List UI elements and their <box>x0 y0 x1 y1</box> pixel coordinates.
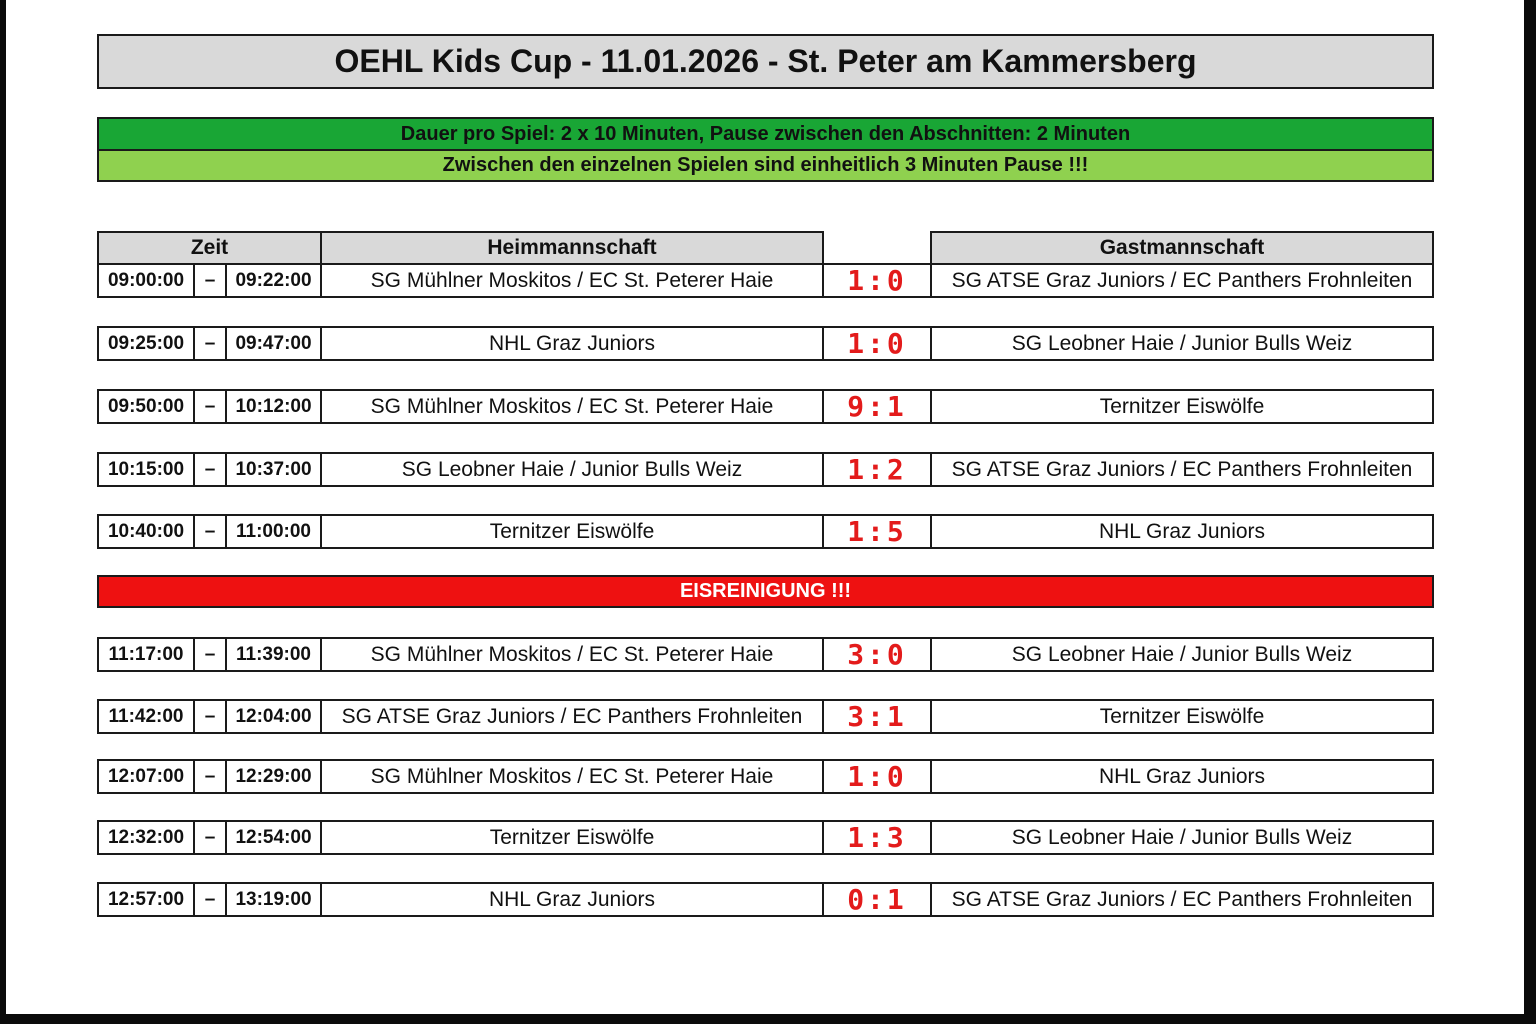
game-score: 1:0 <box>822 326 932 361</box>
page-title: OEHL Kids Cup - 11.01.2026 - St. Peter am Kammersberg <box>97 34 1434 89</box>
game-score: 1:2 <box>822 452 932 487</box>
time-separator: – <box>193 389 227 424</box>
start-time: 10:15:00 <box>97 452 195 487</box>
start-time: 09:50:00 <box>97 389 195 424</box>
home-team: SG Mühlner Moskitos / EC St. Peterer Haie <box>320 263 824 298</box>
away-team: Ternitzer Eiswölfe <box>930 389 1434 424</box>
home-team: SG Mühlner Moskitos / EC St. Peterer Haie <box>320 637 824 672</box>
pause-info: Zwischen den einzelnen Spielen sind einheitlich 3 Minuten Pause !!! <box>97 149 1434 182</box>
away-team: NHL Graz Juniors <box>930 514 1434 549</box>
game-score: 3:1 <box>822 699 932 734</box>
home-team: Ternitzer Eiswölfe <box>320 514 824 549</box>
time-separator: – <box>193 699 227 734</box>
away-team: SG Leobner Haie / Junior Bulls Weiz <box>930 637 1434 672</box>
end-time: 13:19:00 <box>225 882 322 917</box>
home-team: Ternitzer Eiswölfe <box>320 820 824 855</box>
time-separator: – <box>193 759 227 794</box>
header-home-team: Heimmannschaft <box>320 231 824 265</box>
time-separator: – <box>193 820 227 855</box>
game-score: 1:5 <box>822 514 932 549</box>
home-team: SG Mühlner Moskitos / EC St. Peterer Haie <box>320 759 824 794</box>
end-time: 11:39:00 <box>225 637 322 672</box>
start-time: 10:40:00 <box>97 514 195 549</box>
away-team: SG ATSE Graz Juniors / EC Panthers Frohnleiten <box>930 263 1434 298</box>
home-team: SG Leobner Haie / Junior Bulls Weiz <box>320 452 824 487</box>
end-time: 12:29:00 <box>225 759 322 794</box>
game-score: 1:0 <box>822 263 932 298</box>
away-team: Ternitzer Eiswölfe <box>930 699 1434 734</box>
end-time: 12:54:00 <box>225 820 322 855</box>
end-time: 09:22:00 <box>225 263 322 298</box>
start-time: 12:07:00 <box>97 759 195 794</box>
header-time: Zeit <box>97 231 322 265</box>
away-team: SG ATSE Graz Juniors / EC Panthers Frohnleiten <box>930 452 1434 487</box>
ice-cleaning-banner: EISREINIGUNG !!! <box>97 575 1434 608</box>
time-separator: – <box>193 637 227 672</box>
start-time: 09:00:00 <box>97 263 195 298</box>
end-time: 09:47:00 <box>225 326 322 361</box>
home-team: NHL Graz Juniors <box>320 882 824 917</box>
time-separator: – <box>193 326 227 361</box>
time-separator: – <box>193 452 227 487</box>
home-team: NHL Graz Juniors <box>320 326 824 361</box>
end-time: 10:12:00 <box>225 389 322 424</box>
away-team: SG ATSE Graz Juniors / EC Panthers Frohnleiten <box>930 882 1434 917</box>
away-team: SG Leobner Haie / Junior Bulls Weiz <box>930 326 1434 361</box>
game-score: 1:0 <box>822 759 932 794</box>
game-score: 0:1 <box>822 882 932 917</box>
game-duration-info: Dauer pro Spiel: 2 x 10 Minuten, Pause zwischen den Abschnitten: 2 Minuten <box>97 117 1434 151</box>
away-team: NHL Graz Juniors <box>930 759 1434 794</box>
header-away-team: Gastmannschaft <box>930 231 1434 265</box>
game-score: 1:3 <box>822 820 932 855</box>
time-separator: – <box>193 882 227 917</box>
end-time: 10:37:00 <box>225 452 322 487</box>
start-time: 11:17:00 <box>97 637 195 672</box>
home-team: SG Mühlner Moskitos / EC St. Peterer Haie <box>320 389 824 424</box>
start-time: 11:42:00 <box>97 699 195 734</box>
home-team: SG ATSE Graz Juniors / EC Panthers Frohnleiten <box>320 699 824 734</box>
start-time: 12:57:00 <box>97 882 195 917</box>
end-time: 12:04:00 <box>225 699 322 734</box>
time-separator: – <box>193 514 227 549</box>
game-score: 9:1 <box>822 389 932 424</box>
start-time: 12:32:00 <box>97 820 195 855</box>
away-team: SG Leobner Haie / Junior Bulls Weiz <box>930 820 1434 855</box>
time-separator: – <box>193 263 227 298</box>
start-time: 09:25:00 <box>97 326 195 361</box>
game-score: 3:0 <box>822 637 932 672</box>
end-time: 11:00:00 <box>225 514 322 549</box>
